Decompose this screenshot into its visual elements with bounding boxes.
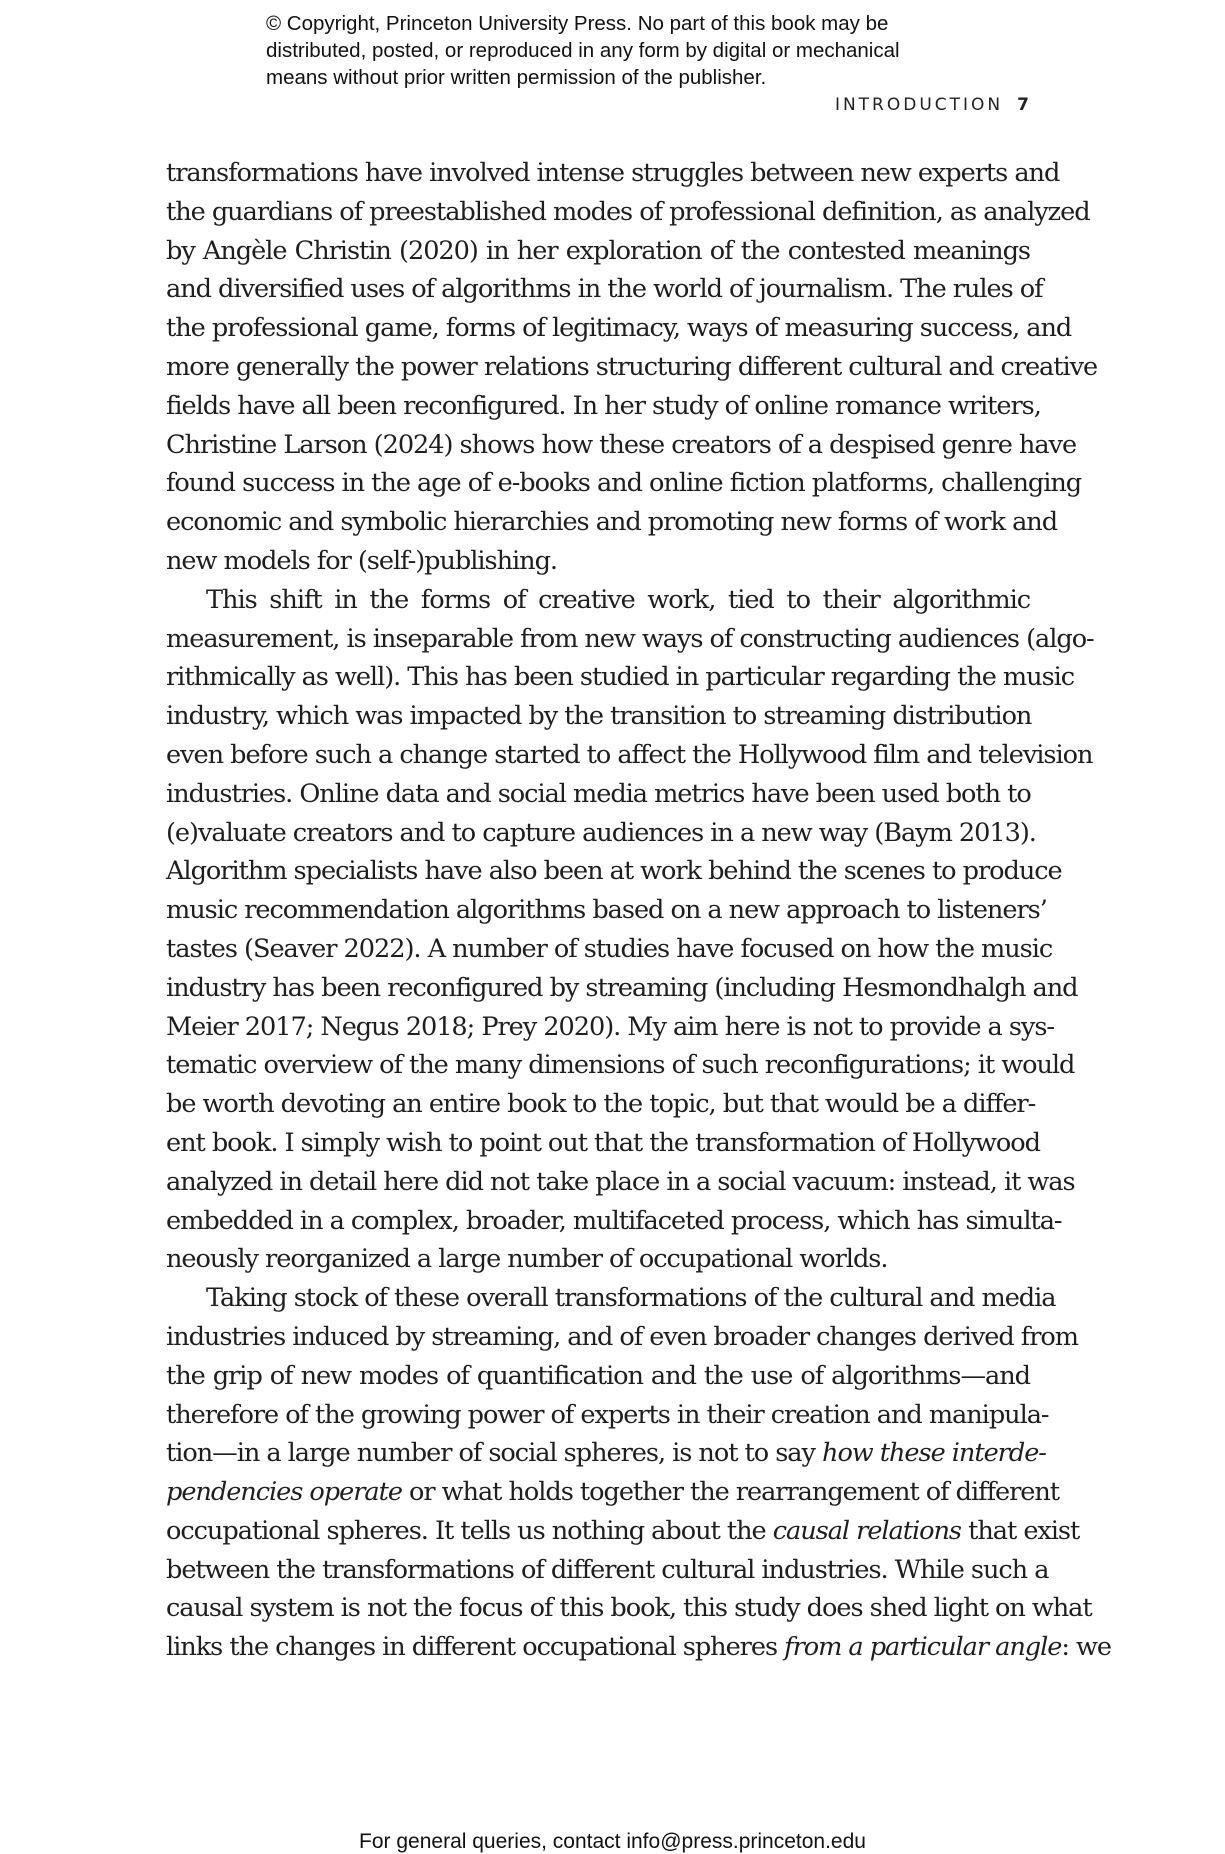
text-line: causal system is not the focus of this book, this study does shed light on what [166,1593,1092,1624]
copyright-line: © Copyright, Princeton University Press. No part of this book may be [266,12,889,35]
text-line: Christine Larson (2024) shows how these creators of a despised genre have [166,429,1077,460]
text-line: between the transformations of different cultural industries. While such a [166,1554,1049,1585]
italic-phrase: from a particular angle [784,1632,1062,1663]
text-line: music recommendation algorithms based on a new approach to listeners’ [166,895,1047,926]
text-line: economic and symbolic hierarchies and promoting new forms of work and [166,507,1058,538]
copyright-line: distributed, posted, or reproduced in any form by digital or mechanical [266,39,900,62]
text-line: links the changes in different occupational spheres from a particular angle: we [166,1632,1111,1663]
text-line: industries induced by streaming, and of even broader changes derived from [166,1321,1078,1352]
text-line: the grip of new modes of quantification and the use of algorithms—and [166,1360,1030,1391]
text-line: Taking stock of these overall transformations of the cultural and media [206,1283,1056,1314]
text-line: measurement, is inseparable from new ways of constructing audiences (algo- [166,623,1094,654]
paragraph [166,154,1098,581]
text-line: industries. Online data and social media metrics have been used both to [166,778,1031,809]
text-line: Meier 2017; Negus 2018; Prey 2020). My aim here is not to provide a sys- [166,1011,1055,1042]
text-line: (e)valuate creators and to capture audiences in a new way (Baym 2013). [166,817,1036,848]
text-line: ent book. I simply wish to point out that the transformation of Hollywood [166,1127,1040,1158]
text-line: industry has been reconfigured by streaming (including Hesmondhalgh and [166,972,1078,1003]
text-line: neously reorganized a large number of occupational worlds. [166,1244,888,1275]
running-head-section: INTRODUCTION [834,95,1004,115]
text-line: tion—in a large number of social spheres, is not to say how these interde- [166,1438,1046,1469]
running-head [835,95,1029,115]
text-line: occupational spheres. It tells us nothing about the causal relations that exist [166,1515,1080,1546]
italic-phrase: pendencies operate [166,1477,402,1508]
text-line: the guardians of preestablished modes of professional definition, as analyzed [166,196,1090,227]
text-line: Algorithm specialists have also been at work behind the scenes to produce [166,856,1062,887]
text-line: more generally the power relations structuring different cultural and creative [166,351,1098,382]
copyright-line: means without prior written permission of the publisher. [266,66,767,89]
text-line: new models for (self-)publishing. [166,545,558,576]
body-text [166,154,1111,1667]
italic-phrase: causal relations [772,1515,962,1546]
text-line: pendencies operate or what holds together the rearrangement of different [166,1477,1060,1508]
text-line: tematic overview of the many dimensions of such reconfigurations; it would [166,1050,1075,1081]
page-number: 7 [1017,95,1029,115]
text-line: embedded in a complex, broader, multifaceted process, which has simulta- [166,1205,1062,1236]
text-line: tastes (Seaver 2022). A number of studies have focused on how the music [166,933,1053,964]
text-line: rithmically as well). This has been studied in particular regarding the music [166,662,1075,693]
paragraph [166,581,1094,1279]
text-line: transformations have involved intense struggles between new experts and [166,158,1060,188]
text-line: by Angèle Christin (2020) in her exploration of the contested meanings [166,235,1030,266]
text-line: analyzed in detail here did not take place in a social vacuum: instead, it was [166,1166,1075,1197]
text-line: the professional game, forms of legitimacy, ways of measuring success, and [166,313,1072,344]
footer-contact: For general queries, contact info@press.princeton.edu [359,1830,866,1853]
text-line: This shift in the forms of creative work, tied to their algorithmic [206,584,1030,615]
text-line: and diversified uses of algorithms in the world of journalism. The rules of [166,274,1043,305]
copyright-notice [266,10,986,91]
italic-phrase: how these interde- [822,1438,1046,1469]
text-line: found success in the age of e-books and online fiction platforms, challenging [166,468,1082,499]
text-line: fields have all been reconfigured. In her study of online romance writers, [166,390,1041,421]
text-line: be worth devoting an entire book to the topic, but that would be a differ- [166,1089,1036,1120]
text-line: industry, which was impacted by the transition to streaming distribution [166,701,1032,732]
text-line: therefore of the growing power of experts in their creation and manipula- [166,1399,1049,1430]
text-line: even before such a change started to affect the Hollywood film and television [166,739,1093,770]
paragraph [166,1279,1111,1667]
